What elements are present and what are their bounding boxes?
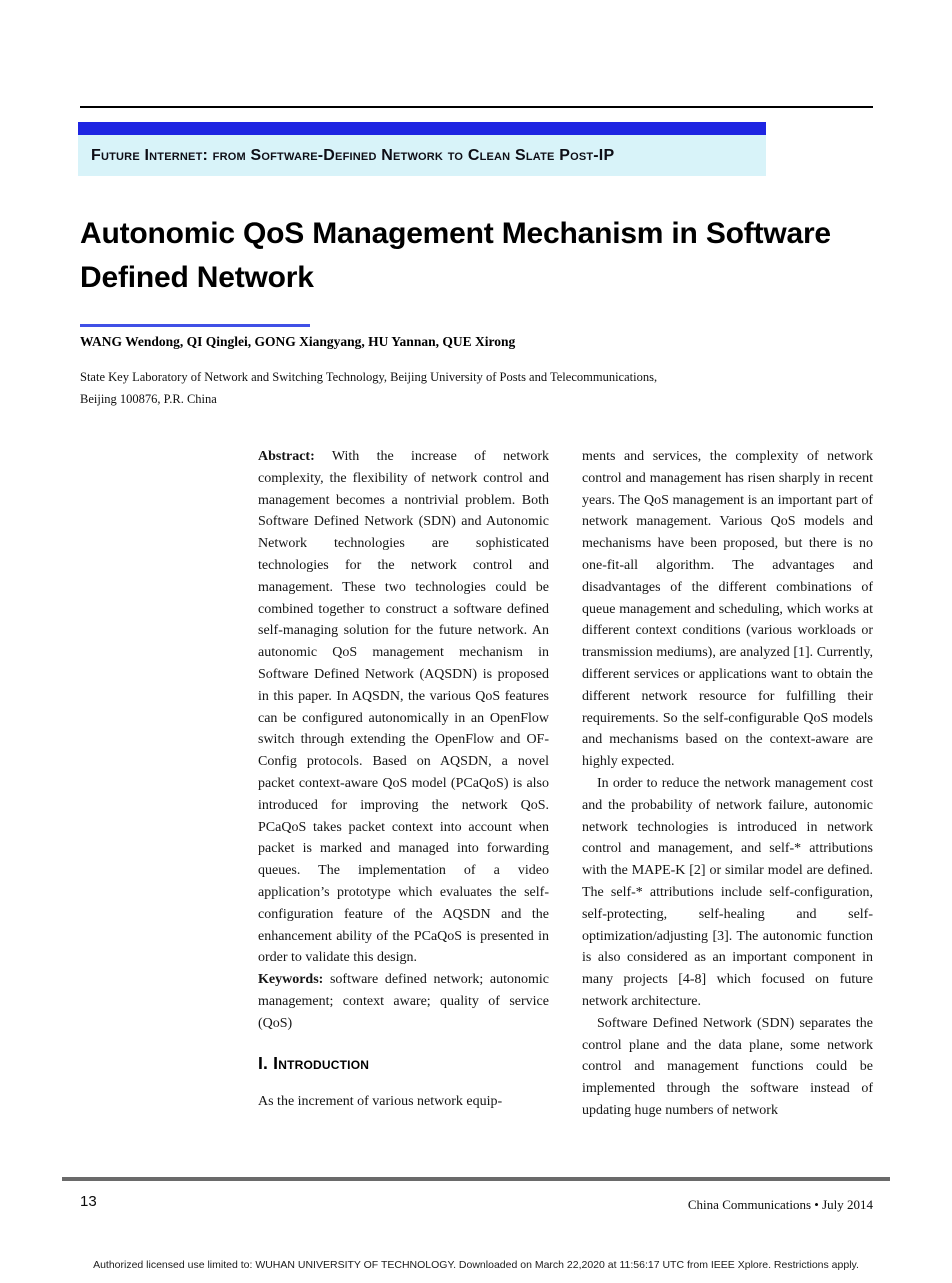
abstract-paragraph xyxy=(258,446,549,969)
body-paragraph: In order to reduce the network management cost and the probability of network failure, autonomic network technologies is introduced in network control and management, and self-* attributions with the MAPE-K [2] or similar model are defined. The self-* attributions include self-configuration, self-protecting, self-healing and self-optimization/adjusting [3]. The autonomic function is also considered as an important component in many projects [4-8] which focused on future network architecture. xyxy=(582,775,873,1009)
body-paragraph: ments and services, the complexity of network control and management has risen sharply in recent years. The QoS management is an important part of network management. Various QoS models and mechanisms have been proposed, but there is no one-fit-all algorithm. The advantages and disadvantages of the different combinations of queue management and scheduling, which works at different context conditions (various workloads or transmission mediums), are analyzed [1]. Currently, different services or applications want to obtain the different network resource for fulfilling their requirements. So the self-configurable QoS models and mechanisms based on the context-aware are highly expected. xyxy=(582,449,873,770)
article-title xyxy=(80,212,890,300)
page-number: 13 xyxy=(80,1193,97,1210)
header-rule xyxy=(80,106,873,108)
banner-accent-bar xyxy=(78,122,766,135)
title-underline-rule xyxy=(80,324,310,327)
journal-name-date: China Communications • July 2014 xyxy=(687,1197,873,1212)
author-list: WANG Wendong, QI Qinglei, GONG Xiangyang, HU Yannan, QUE Xirong xyxy=(80,334,516,349)
body-columns xyxy=(258,446,873,1122)
body-paragraph: Software Defined Network (SDN) separates the control plane and the data plane, some network control and management functions could be implemented through the software instead of updating huge numbers of network xyxy=(582,1015,873,1118)
footer-rule xyxy=(62,1177,890,1181)
affiliation xyxy=(80,366,800,410)
keywords-paragraph xyxy=(258,969,549,1034)
affiliation-line2: Beijing 100876, P.R. China xyxy=(80,392,217,406)
intro-paragraph-start: As the increment of various network equip- xyxy=(258,1094,503,1110)
article-title-line2: Defined Network xyxy=(80,261,314,294)
section-heading-introduction: I. Introduction xyxy=(258,1052,370,1073)
abstract-text: With the increase of network complexity, the flexibility of network control and management becomes a nontrivial problem. Both Software Defined Network (SDN) and Autonomic Network technologies are sophisticated technologies for the network control and management. These two technologies could be combined together to construct a software defined self-managing solution for the future network. An autonomic QoS management mechanism in Software Defined Network (AQSDN) is proposed in this paper. In AQSDN, the various QoS features can be configured autonomically in an OpenFlow switch through extending the OpenFlow and OF-Config protocols. Based on AQSDN, a novel packet context-aware QoS model (PCaQoS) is also introduced for improving the network QoS. PCaQoS takes packet context into account when packet is marked and managed into forwarding queues. The implementation of a video application’s prototype which evaluates the self-configuration feature of the AQSDN and the enhancement ability of the PCaQoS is presented in order to validate this design. xyxy=(258,449,549,966)
affiliation-line1: State Key Laboratory of Network and Switching Technology, Beijing University of Posts and Telecommunications, xyxy=(80,370,658,384)
keywords-text: software defined network; autonomic management; context aware; quality of service (QoS) xyxy=(258,972,549,1031)
keywords-label: Keywords: xyxy=(258,972,324,988)
special-issue-banner xyxy=(78,135,766,176)
column-right xyxy=(582,446,873,1122)
column-left xyxy=(258,446,549,1122)
ieee-license-notice: Authorized licensed use limited to: WUHAN UNIVERSITY OF TECHNOLOGY. Downloaded on March 22,2020 at 11:56:17 UTC from IEEE Xplore. Restrictions apply. xyxy=(93,1259,859,1271)
article-title-line1: Autonomic QoS Management Mechanism in Software xyxy=(80,217,831,250)
special-issue-title: Future Internet: from Software-Defined Network to Clean Slate Post-IP xyxy=(91,147,615,164)
abstract-label: Abstract: xyxy=(258,449,315,464)
